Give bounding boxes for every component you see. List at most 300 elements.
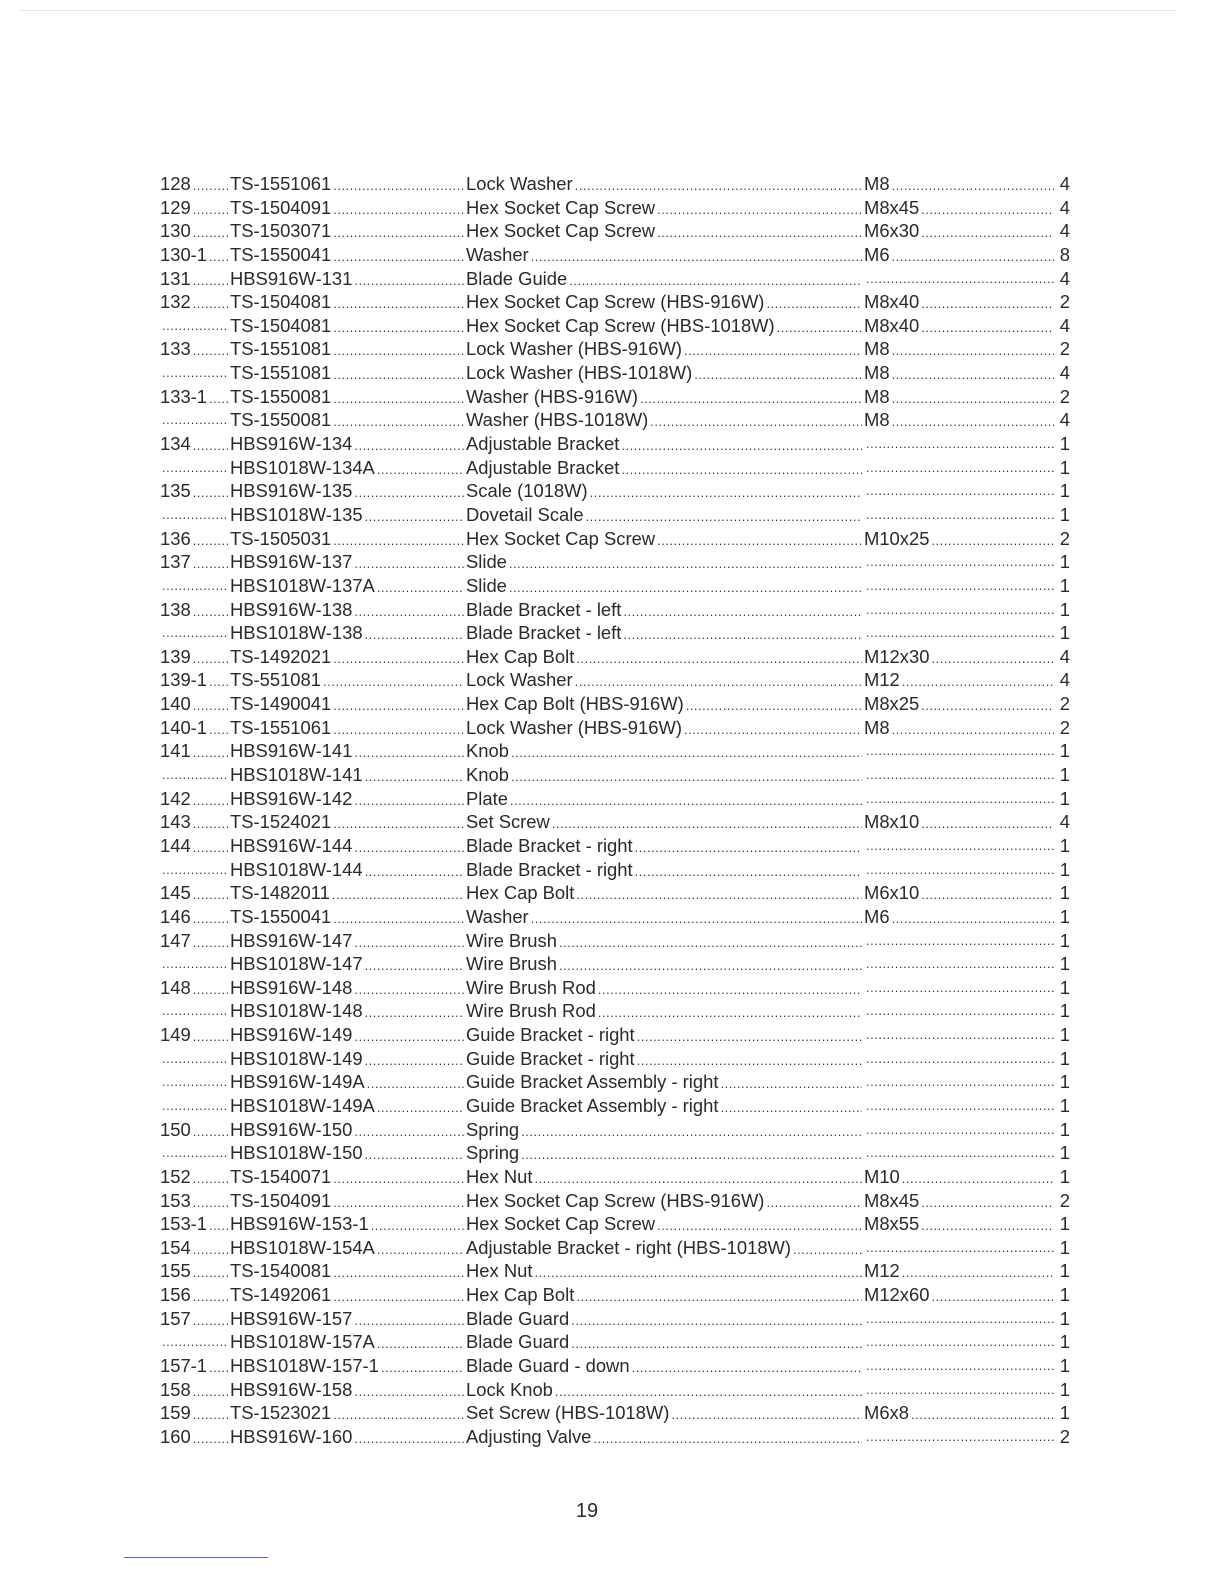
- part-quantity-cell: [1056, 645, 1070, 669]
- part-quantity: 1: [1059, 1094, 1070, 1116]
- dot-leader: [684, 718, 862, 740]
- part-description-cell: [466, 787, 864, 811]
- part-number-cell: [230, 574, 466, 598]
- part-number: TS-1540081: [230, 1260, 332, 1282]
- dot-leader: [921, 812, 1054, 834]
- part-number: HBS916W-149A: [230, 1071, 365, 1093]
- part-quantity-cell: [1056, 905, 1070, 929]
- part-number: HBS1018W-148: [230, 1000, 363, 1022]
- ref-number: 138: [160, 598, 191, 620]
- ref-number-cell: [160, 905, 230, 929]
- part-quantity-cell: [1056, 432, 1070, 456]
- ref-number-cell: [160, 834, 230, 858]
- dot-leader: [354, 978, 464, 1000]
- dot-leader: [193, 552, 228, 574]
- ref-number: 155: [160, 1260, 191, 1282]
- parts-row: [160, 999, 1070, 1023]
- part-quantity-cell: [1056, 858, 1070, 882]
- part-number-cell: [230, 479, 466, 503]
- ref-number-cell: [160, 1378, 230, 1402]
- part-size: M10: [864, 1165, 900, 1187]
- part-size-cell: [864, 621, 1056, 645]
- dot-leader: [162, 763, 228, 787]
- ref-number: 152: [160, 1165, 191, 1187]
- dot-leader: [866, 621, 1054, 645]
- dot-leader: [193, 1403, 228, 1425]
- part-size-cell: [864, 929, 1056, 953]
- ref-number-cell: [160, 196, 230, 220]
- part-number: HBS1018W-137A: [230, 574, 375, 596]
- parts-row: [160, 952, 1070, 976]
- ref-number-cell: [160, 1118, 230, 1142]
- ref-number-cell: [160, 1259, 230, 1283]
- part-number-cell: [230, 1212, 466, 1236]
- part-description: Hex Cap Bolt: [466, 645, 575, 667]
- dot-leader: [866, 1425, 1054, 1449]
- dot-leader: [866, 952, 1054, 976]
- dot-leader: [193, 883, 228, 905]
- part-description-cell: [466, 1425, 864, 1449]
- dot-leader: [694, 363, 862, 385]
- dot-leader: [365, 623, 464, 645]
- dot-leader: [193, 931, 228, 953]
- ref-number-cell: [160, 337, 230, 361]
- ref-number-cell: [160, 1141, 230, 1165]
- dot-leader: [866, 503, 1054, 527]
- part-number-cell: [230, 314, 466, 338]
- part-description: Adjusting Valve: [466, 1425, 592, 1447]
- ref-number: 143: [160, 811, 191, 833]
- part-size-cell: [864, 1401, 1056, 1425]
- dot-leader: [866, 1141, 1054, 1165]
- ref-number: 140: [160, 693, 191, 715]
- part-number: TS-1505031: [230, 527, 332, 549]
- ref-number: 139-1: [160, 669, 208, 691]
- dot-leader: [209, 245, 228, 267]
- part-quantity: 1: [1059, 1331, 1070, 1353]
- part-quantity-cell: [1056, 1283, 1070, 1307]
- dot-leader: [621, 458, 862, 480]
- part-size: M8: [864, 338, 890, 360]
- dot-leader: [209, 1356, 228, 1378]
- parts-row: [160, 810, 1070, 834]
- dot-leader: [162, 456, 228, 480]
- dot-leader: [892, 363, 1054, 385]
- dot-leader: [193, 741, 228, 763]
- dot-leader: [902, 1261, 1054, 1283]
- ref-number-cell: [160, 692, 230, 716]
- part-description: Blade Bracket - right: [466, 834, 633, 856]
- dot-leader: [640, 387, 862, 409]
- part-size-cell: [864, 574, 1056, 598]
- part-number-cell: [230, 598, 466, 622]
- part-size-cell: [864, 1070, 1056, 1094]
- part-quantity-cell: [1056, 503, 1070, 527]
- part-size-cell: [864, 1330, 1056, 1354]
- dot-leader: [333, 1191, 464, 1213]
- part-size: M8x55: [864, 1213, 920, 1235]
- ref-number-cell: [160, 1330, 230, 1354]
- part-number-cell: [230, 1330, 466, 1354]
- dot-leader: [377, 1238, 464, 1260]
- part-number-cell: [230, 1307, 466, 1331]
- part-number: HBS1018W-144: [230, 858, 363, 880]
- part-description-cell: [466, 1330, 864, 1354]
- part-number-cell: [230, 1118, 466, 1142]
- part-size-cell: [864, 1236, 1056, 1260]
- ref-number-cell: [160, 739, 230, 763]
- dot-leader: [365, 765, 464, 787]
- part-quantity-cell: [1056, 527, 1070, 551]
- ref-number: 140-1: [160, 716, 208, 738]
- dot-leader: [193, 694, 228, 716]
- ref-number: 153: [160, 1189, 191, 1211]
- ref-number: 153-1: [160, 1213, 208, 1235]
- ref-number-cell: [160, 810, 230, 834]
- parts-row: [160, 290, 1070, 314]
- part-description: Hex Socket Cap Screw: [466, 220, 656, 242]
- part-quantity: 1: [1059, 1024, 1070, 1046]
- dot-leader: [365, 505, 464, 527]
- dot-leader: [333, 245, 464, 267]
- part-description: Plate: [466, 787, 508, 809]
- part-description: Spring: [466, 1118, 520, 1140]
- dot-leader: [333, 718, 464, 740]
- part-quantity: 1: [1059, 1236, 1070, 1258]
- part-number: HBS916W-135: [230, 480, 353, 502]
- ref-number: 135: [160, 480, 191, 502]
- dot-leader: [354, 434, 464, 456]
- ref-number-cell: [160, 929, 230, 953]
- parts-row: [160, 787, 1070, 811]
- ref-number-cell: [160, 787, 230, 811]
- dot-leader: [162, 1047, 228, 1071]
- part-number-cell: [230, 1094, 466, 1118]
- part-description-cell: [466, 290, 864, 314]
- part-quantity-cell: [1056, 692, 1070, 716]
- dot-leader: [162, 1070, 228, 1094]
- ref-number-cell: [160, 550, 230, 574]
- ref-number: 148: [160, 976, 191, 998]
- part-quantity-cell: [1056, 243, 1070, 267]
- part-size-cell: [864, 1094, 1056, 1118]
- dot-leader: [571, 1309, 862, 1331]
- dot-leader: [921, 694, 1054, 716]
- part-description-cell: [466, 1401, 864, 1425]
- dot-leader: [162, 314, 228, 338]
- part-size: M8x40: [864, 314, 920, 336]
- dot-leader: [686, 694, 862, 716]
- dot-leader: [354, 600, 464, 622]
- part-number-cell: [230, 550, 466, 574]
- part-number: TS-1504091: [230, 1189, 332, 1211]
- dot-leader: [162, 361, 228, 385]
- dot-leader: [766, 292, 862, 314]
- dot-leader: [911, 1403, 1054, 1425]
- dot-leader: [921, 292, 1054, 314]
- part-quantity-cell: [1056, 267, 1070, 291]
- dot-leader: [333, 907, 464, 929]
- ref-number: 150: [160, 1118, 191, 1140]
- dot-leader: [866, 1307, 1054, 1331]
- dot-leader: [866, 267, 1054, 291]
- dot-leader: [657, 529, 862, 551]
- ref-number-cell: [160, 881, 230, 905]
- dot-leader: [367, 1072, 464, 1094]
- dot-leader: [354, 1380, 464, 1402]
- part-number-cell: [230, 1425, 466, 1449]
- part-description-cell: [466, 621, 864, 645]
- part-quantity: 1: [1059, 433, 1070, 455]
- ref-number-cell: [160, 1307, 230, 1331]
- dot-leader: [354, 931, 464, 953]
- dot-leader: [193, 481, 228, 503]
- part-number: TS-1551061: [230, 716, 332, 738]
- part-size-cell: [864, 456, 1056, 480]
- part-quantity: 1: [1059, 503, 1070, 525]
- ref-number-cell: [160, 479, 230, 503]
- part-number-cell: [230, 361, 466, 385]
- dot-leader: [162, 503, 228, 527]
- part-description: Hex Socket Cap Screw: [466, 527, 656, 549]
- part-size: M8x45: [864, 196, 920, 218]
- part-number-cell: [230, 905, 466, 929]
- dot-leader: [866, 1378, 1054, 1402]
- dot-leader: [590, 481, 862, 503]
- dot-leader: [332, 883, 464, 905]
- part-size: M12x30: [864, 645, 930, 667]
- dot-leader: [866, 858, 1054, 882]
- part-description-cell: [466, 574, 864, 598]
- part-quantity: 1: [1059, 1213, 1070, 1235]
- dot-leader: [193, 434, 228, 456]
- part-size-cell: [864, 1141, 1056, 1165]
- dot-leader: [576, 1285, 862, 1307]
- part-size: M10x25: [864, 527, 930, 549]
- part-description: Knob: [466, 764, 509, 786]
- dot-leader: [162, 999, 228, 1023]
- dot-leader: [377, 1332, 464, 1354]
- dot-leader: [650, 410, 862, 432]
- ref-number: 144: [160, 834, 191, 856]
- part-quantity: 1: [1059, 882, 1070, 904]
- ref-number-cell: [160, 976, 230, 1000]
- part-number: TS-1550041: [230, 243, 332, 265]
- ref-number-cell: [160, 1189, 230, 1213]
- part-size-cell: [864, 243, 1056, 267]
- dot-leader: [623, 600, 862, 622]
- part-description: Adjustable Bracket - right (HBS-1018W): [466, 1236, 792, 1258]
- dot-leader: [623, 623, 862, 645]
- dot-leader: [365, 860, 464, 882]
- dot-leader: [637, 1049, 862, 1071]
- dot-leader: [866, 1023, 1054, 1047]
- part-number: HBS916W-137: [230, 551, 353, 573]
- ref-number-cell: [160, 645, 230, 669]
- ref-number-cell: [160, 1425, 230, 1449]
- part-quantity: 1: [1059, 551, 1070, 573]
- part-number-cell: [230, 1070, 466, 1094]
- ref-number-cell: [160, 172, 230, 196]
- part-size-cell: [864, 290, 1056, 314]
- dot-leader: [193, 812, 228, 834]
- part-description: Guide Bracket - right: [466, 1047, 635, 1069]
- part-description-cell: [466, 881, 864, 905]
- part-quantity: 1: [1059, 598, 1070, 620]
- part-quantity: 1: [1059, 1047, 1070, 1069]
- parts-row: [160, 243, 1070, 267]
- part-description: Hex Cap Bolt: [466, 882, 575, 904]
- part-description: Blade Bracket - left: [466, 622, 622, 644]
- dot-leader: [193, 600, 228, 622]
- part-description: Guide Bracket Assembly - right: [466, 1071, 719, 1093]
- part-description-cell: [466, 1354, 864, 1378]
- part-number-cell: [230, 243, 466, 267]
- ref-number-cell: [160, 1401, 230, 1425]
- part-size: M8x45: [864, 1189, 920, 1211]
- part-size-cell: [864, 1283, 1056, 1307]
- dot-leader: [593, 1427, 862, 1449]
- part-quantity: 1: [1059, 787, 1070, 809]
- part-size: M6x30: [864, 220, 920, 242]
- ref-number: 132: [160, 291, 191, 313]
- dot-leader: [333, 292, 464, 314]
- part-number-cell: [230, 385, 466, 409]
- parts-row: [160, 763, 1070, 787]
- dot-leader: [193, 836, 228, 858]
- part-description-cell: [466, 172, 864, 196]
- dot-leader: [892, 718, 1054, 740]
- dot-leader: [333, 694, 464, 716]
- part-quantity: 4: [1059, 362, 1070, 384]
- ref-number-cell: [160, 952, 230, 976]
- dot-leader: [866, 1236, 1054, 1260]
- part-description: Lock Washer (HBS-916W): [466, 338, 682, 360]
- part-quantity-cell: [1056, 479, 1070, 503]
- dot-leader: [193, 907, 228, 929]
- part-number: HBS916W-147: [230, 929, 353, 951]
- part-number-cell: [230, 881, 466, 905]
- part-description: Dovetail Scale: [466, 503, 584, 525]
- part-quantity-cell: [1056, 1378, 1070, 1402]
- part-number-cell: [230, 1165, 466, 1189]
- part-number: TS-1550081: [230, 409, 332, 431]
- part-description-cell: [466, 645, 864, 669]
- dot-leader: [162, 952, 228, 976]
- dot-leader: [333, 1285, 464, 1307]
- dot-leader: [323, 670, 464, 692]
- part-quantity-cell: [1056, 810, 1070, 834]
- part-size-cell: [864, 337, 1056, 361]
- part-number-cell: [230, 763, 466, 787]
- part-quantity: 4: [1059, 645, 1070, 667]
- parts-row: [160, 337, 1070, 361]
- part-quantity: 1: [1059, 764, 1070, 786]
- dot-leader: [333, 198, 464, 220]
- part-quantity-cell: [1056, 787, 1070, 811]
- parts-row: [160, 574, 1070, 598]
- part-quantity-cell: [1056, 1425, 1070, 1449]
- dot-leader: [209, 387, 228, 409]
- dot-leader: [931, 647, 1054, 669]
- parts-row: [160, 1047, 1070, 1071]
- part-quantity-cell: [1056, 976, 1070, 1000]
- part-number-cell: [230, 1259, 466, 1283]
- part-quantity: 4: [1059, 811, 1070, 833]
- part-quantity-cell: [1056, 1212, 1070, 1236]
- ref-number-cell: [160, 574, 230, 598]
- part-number-cell: [230, 999, 466, 1023]
- parts-row: [160, 739, 1070, 763]
- parts-row: [160, 621, 1070, 645]
- part-quantity: 1: [1059, 1355, 1070, 1377]
- part-quantity-cell: [1056, 1023, 1070, 1047]
- dot-leader: [569, 269, 862, 291]
- part-description: Blade Guard - down: [466, 1355, 630, 1377]
- dot-leader: [365, 954, 464, 976]
- part-number-cell: [230, 267, 466, 291]
- part-description-cell: [466, 1378, 864, 1402]
- parts-row: [160, 361, 1070, 385]
- part-description: Guide Bracket - right: [466, 1024, 635, 1046]
- parts-row: [160, 479, 1070, 503]
- part-description-cell: [466, 503, 864, 527]
- dot-leader: [511, 741, 862, 763]
- part-number-cell: [230, 621, 466, 645]
- dot-leader: [921, 316, 1054, 338]
- dot-leader: [921, 1191, 1054, 1213]
- ref-number: 130: [160, 220, 191, 242]
- part-description-cell: [466, 1070, 864, 1094]
- part-quantity: 2: [1059, 291, 1070, 313]
- dot-leader: [333, 221, 464, 243]
- parts-row: [160, 432, 1070, 456]
- dot-leader: [193, 1261, 228, 1283]
- dot-leader: [162, 408, 228, 432]
- part-description: Hex Socket Cap Screw (HBS-916W): [466, 291, 765, 313]
- dot-leader: [193, 1120, 228, 1142]
- parts-row: [160, 1165, 1070, 1189]
- part-size-cell: [864, 810, 1056, 834]
- part-number: HBS916W-149: [230, 1024, 353, 1046]
- top-divider: [20, 10, 1176, 11]
- part-number: TS-1492021: [230, 645, 332, 667]
- part-description-cell: [466, 1118, 864, 1142]
- part-description-cell: [466, 763, 864, 787]
- part-description: Set Screw: [466, 811, 550, 833]
- part-description: Wire Brush Rod: [466, 976, 596, 998]
- ref-number-cell: [160, 503, 230, 527]
- part-description-cell: [466, 479, 864, 503]
- ref-number: 157-1: [160, 1355, 208, 1377]
- ref-number-cell: [160, 361, 230, 385]
- part-description: Scale (1018W): [466, 480, 588, 502]
- part-description-cell: [466, 834, 864, 858]
- parts-row: [160, 1094, 1070, 1118]
- dot-leader: [333, 1167, 464, 1189]
- part-description-cell: [466, 196, 864, 220]
- part-quantity-cell: [1056, 716, 1070, 740]
- ref-number-cell: [160, 385, 230, 409]
- part-size-cell: [864, 787, 1056, 811]
- dot-leader: [354, 836, 464, 858]
- dot-leader: [354, 552, 464, 574]
- part-number: HBS916W-138: [230, 598, 353, 620]
- part-size-cell: [864, 834, 1056, 858]
- part-size: M12x60: [864, 1284, 930, 1306]
- part-size-cell: [864, 1378, 1056, 1402]
- part-size-cell: [864, 361, 1056, 385]
